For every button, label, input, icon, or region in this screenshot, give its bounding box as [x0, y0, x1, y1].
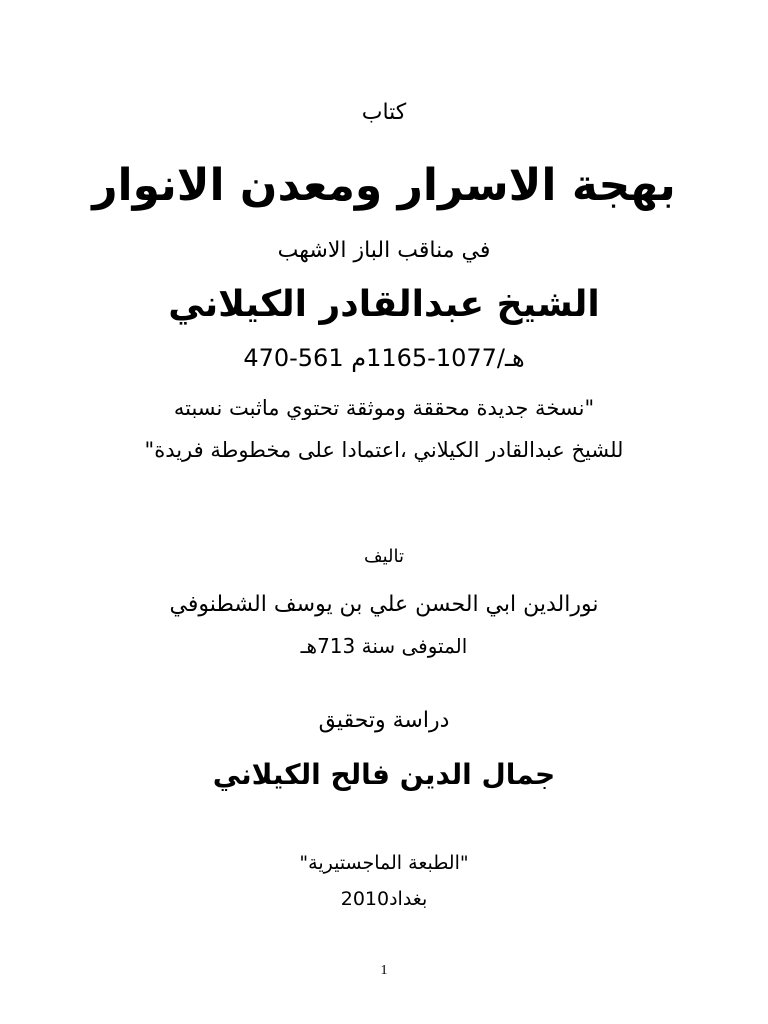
book-title: بهجة الاسرار ومعدن الانوار: [92, 160, 676, 211]
description-line-1: "نسخة جديدة محققة وموثقة تحتوي ماثبت نسبته: [173, 396, 595, 420]
sheikh-name: الشيخ عبدالقادر الكيلاني: [168, 284, 600, 325]
editor-name: جمال الدين فالح الكيلاني: [212, 758, 556, 791]
author-name: نورالدين ابي الحسن علي بن يوسف الشطنوفي: [169, 592, 599, 617]
book-subtitle: في مناقب الباز الاشهب: [277, 238, 491, 263]
book-label: كتاب: [361, 100, 407, 125]
sheikh-dates: 470-561 هـ/1077-1165م: [243, 344, 525, 372]
publication-place-year: بغداد2010: [340, 888, 428, 910]
authorship-label: تاليف: [363, 546, 405, 567]
edition-label: "الطبعة الماجستيرية": [299, 852, 469, 874]
page-number: 1: [380, 963, 388, 978]
description-line-2: للشيخ عبدالقادر الكيلاني ،اعتمادا على مخطوطة فريدة": [144, 438, 624, 462]
study-label: دراسة وتحقيق: [318, 708, 450, 733]
author-death-year: المتوفى سنة 713هـ: [300, 634, 468, 658]
